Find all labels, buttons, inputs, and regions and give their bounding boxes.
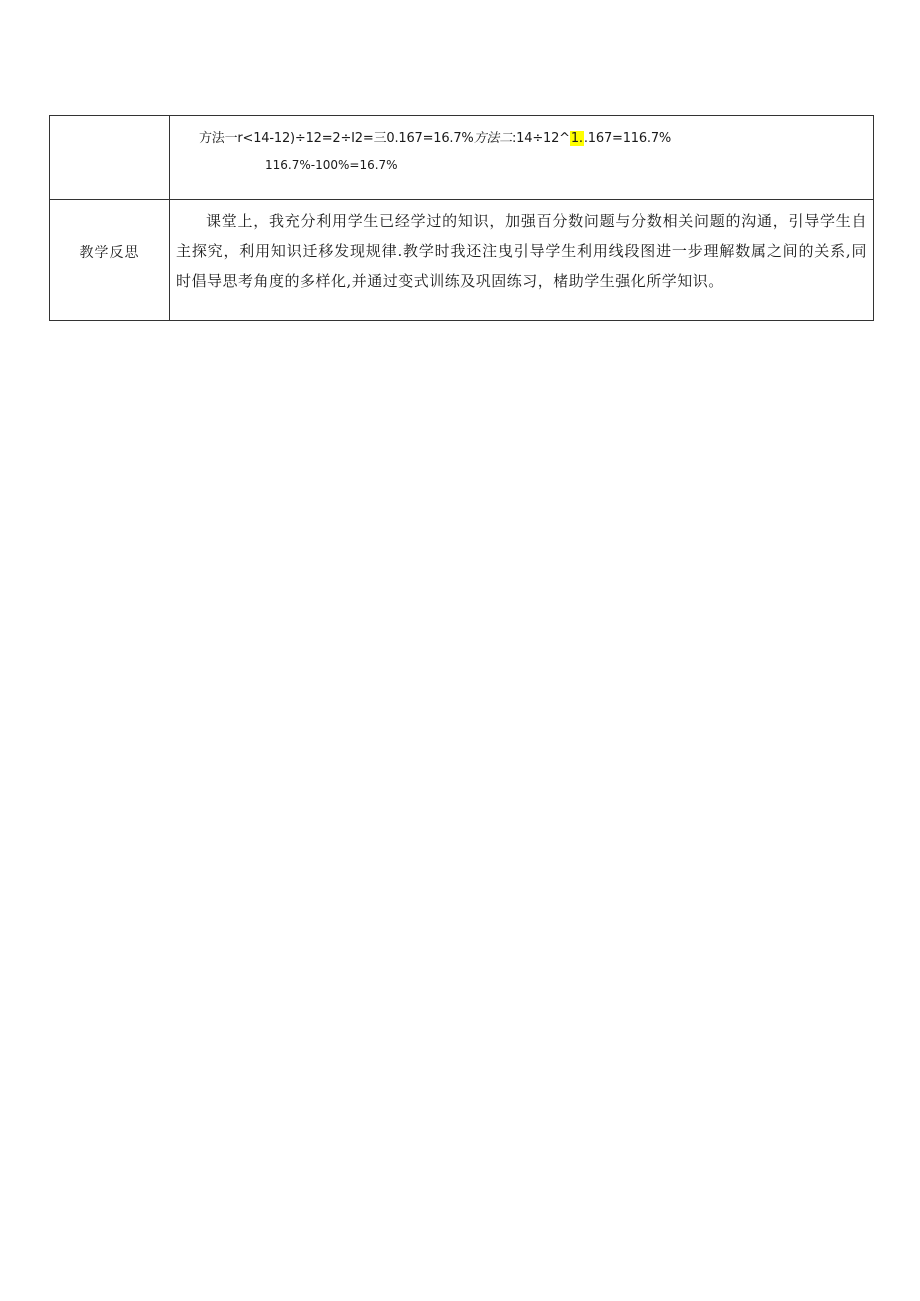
method-line-1 bbox=[199, 127, 671, 146]
method-two-label: 方法二 bbox=[473, 131, 512, 146]
method-cell bbox=[170, 116, 874, 200]
method-two-result: .167=116.7% bbox=[583, 131, 672, 146]
reflection-label-cell bbox=[50, 200, 170, 321]
reflection-content-cell bbox=[170, 200, 874, 321]
method-two-text: :14÷12^ bbox=[512, 131, 570, 146]
reflection-label: 教学反思 bbox=[79, 245, 140, 261]
highlighted-text: 1. bbox=[570, 131, 583, 146]
method-one-text: 方法一r<14-12)÷12=2÷I2=三0.167=16.7% bbox=[199, 131, 474, 146]
table-row-method bbox=[50, 116, 874, 200]
row1-label-cell bbox=[50, 116, 170, 200]
table-row-reflection bbox=[50, 200, 874, 321]
document-table bbox=[49, 115, 874, 321]
method-line-2: 116.7%-100%=16.7% bbox=[265, 158, 398, 172]
reflection-paragraph: 课堂上，我充分利用学生已经学过的知识，加强百分数问题与分数相关问题的沟通，引导学生自主探究，利用知识迁移发现规律.教学时我还注曳引导学生利用线段图进一步理解数属之间的关系,同时倡导思考角度的多样化,并通过变式训练及巩固练习，楮助学生强化所学知识。 bbox=[176, 212, 867, 290]
